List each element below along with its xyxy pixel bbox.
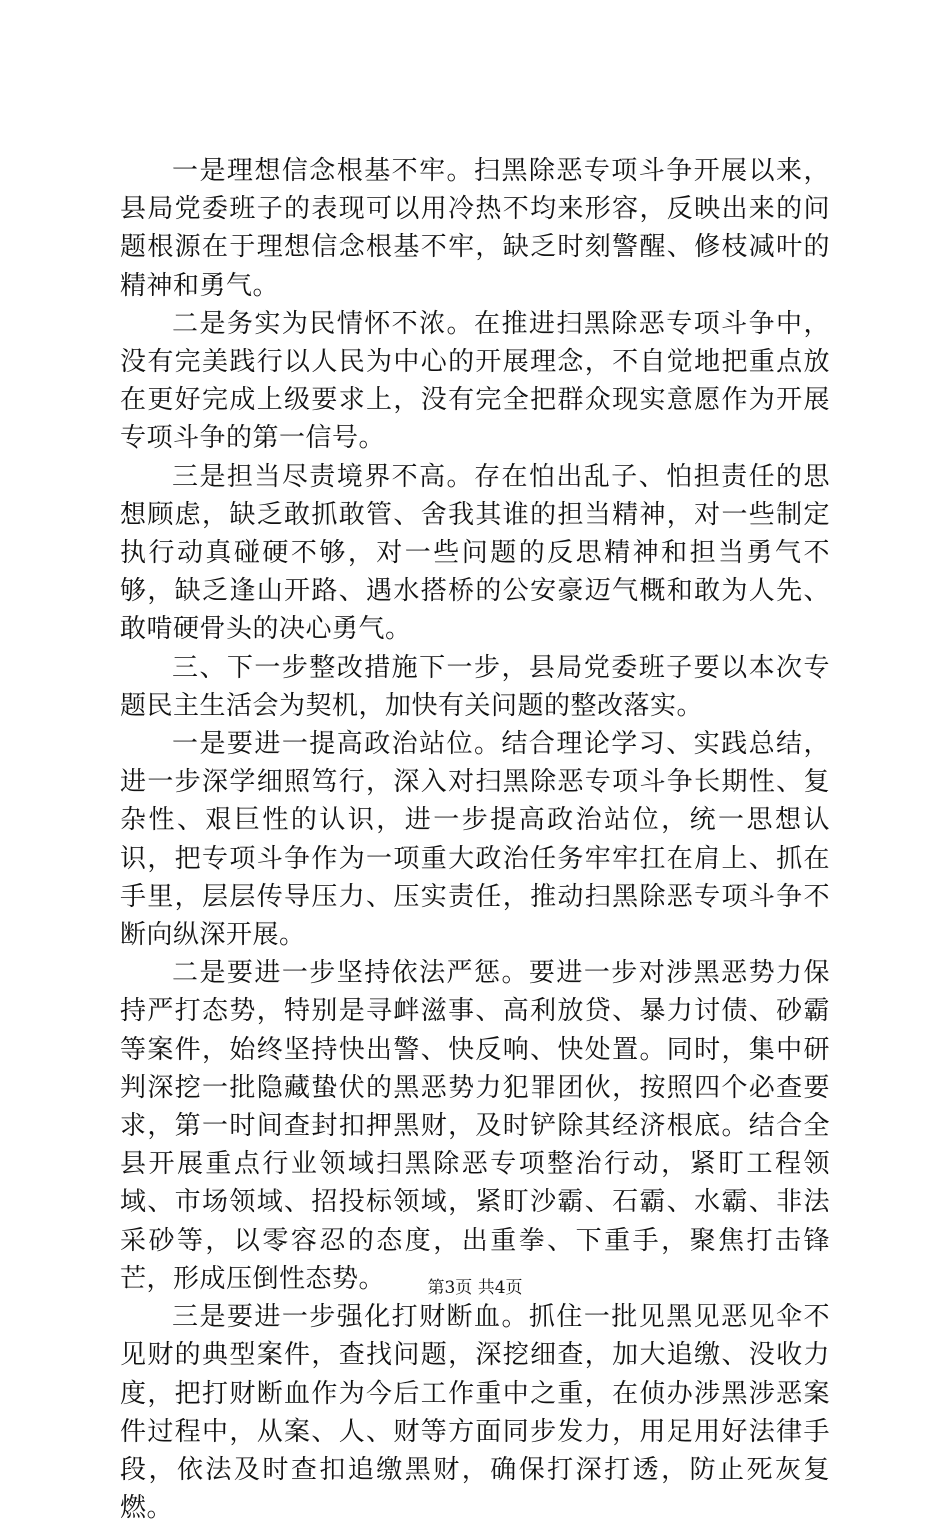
paragraph-people: 二是务实为民情怀不浓。在推进扫黑除恶专项斗争中，没有完美践行以人民为中心的开展理念，不自觉地把重点放在更好完成上级要求上，没有完全把群众现实意愿作为开展专项斗争的第一信号。: [120, 308, 830, 454]
paragraph-next-steps: 三、下一步整改措施下一步，县局党委班子要以本次专题民主生活会为契机，加快有关问题的整改落实。: [120, 652, 830, 721]
document-body: [120, 152, 830, 1527]
paragraph-cut-finances: 三是要进一步强化打财断血。抓住一批见黑见恶见伞不见财的典型案件，查找问题，深挖细查，加大追缴、没收力度，把打财断血作为今后工作重中之重，在侦办涉黑涉恶案件过程中，从案、人、财等方面同步发力，用足用好法律手段，依法及时查扣追缴黑财，确保打深打透，防止死灰复燃。: [120, 1302, 830, 1524]
paragraph-political-stance: 一是要进一提高政治站位。结合理论学习、实践总结，进一步深学细照笃行，深入对扫黑除恶专项斗争长期性、复杂性、艰巨性的认识，进一步提高政治站位，统一思想认识，把专项斗争作为一项重大政治任务牢牢扛在肩上、抓在手里，层层传导压力、压实责任，推动扫黑除恶专项斗争不断向纵深开展。: [120, 729, 830, 951]
paragraph-responsibility: 三是担当尽责境界不高。存在怕出乱子、怕担责任的思想顾虑，缺乏敢抓敢管、舍我其谁的担当精神，对一些制定执行动真碰硬不够，对一些问题的反思精神和担当勇气不够，缺乏逢山开路、遇水搭桥的公安豪迈气概和敢为人先、敢啃硬骨头的决心勇气。: [120, 461, 830, 645]
paragraph-ideals: 一是理想信念根基不牢。扫黑除恶专项斗争开展以来，县局党委班子的表现可以用冷热不均来形容，反映出来的问题根源在于理想信念根基不牢，缺乏时刻警醒、修枝减叶的精神和勇气。: [120, 156, 830, 301]
paragraph-strict-punishment: 二是要进一步坚持依法严惩。要进一步对涉黑恶势力保持严打态势，特别是寻衅滋事、高利放贷、暴力讨债、砂霸等案件，始终坚持快出警、快反响、快处置。同时，集中研判深挖一批隐藏蛰伏的黑恶势力犯罪团伙，按照四个必查要求，第一时间查封扣押黑财，及时铲除其经济根底。结合全县开展重点行业领域扫黑除恶专项整治行动，紧盯工程领域、市场领域、招投标领域，紧盯沙霸、石霸、水霸、非法采砂等，以零容忍的态度，出重拳、下重手，聚焦打击锋芒，形成压倒性态势。: [120, 958, 830, 1294]
page-number-footer: 第3页 共4页: [427, 1278, 523, 1298]
